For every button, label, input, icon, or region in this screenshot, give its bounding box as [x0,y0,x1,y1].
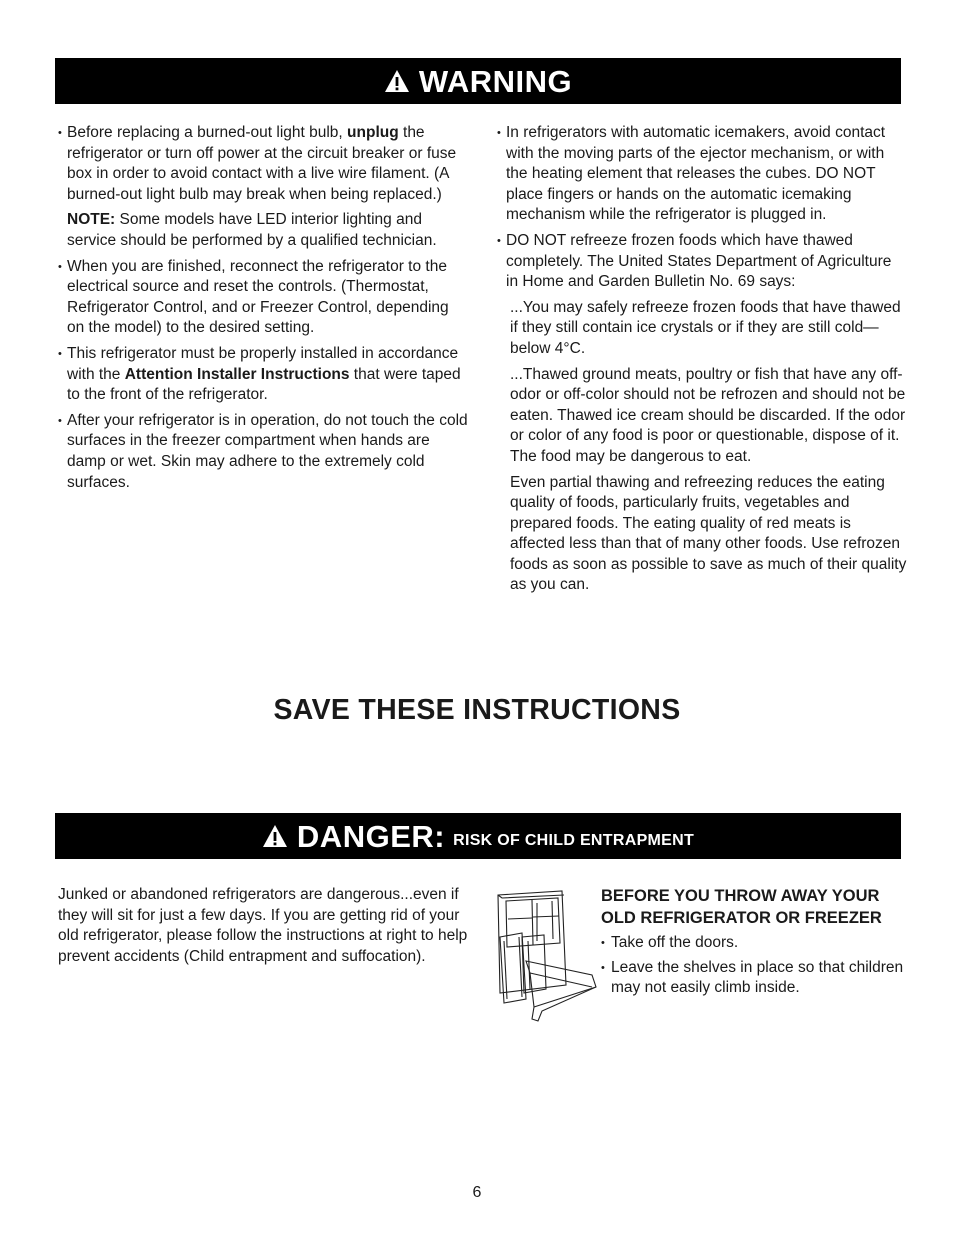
page-number: 6 [472,1184,482,1201]
warning-left-column [58,123,468,498]
eating-quality-paragraph: Even partial thawing and refreezing reduces the eating quality of foods, particularly fruits, vegetables and prepared foods. The eating quality of red meats is affected less than that of many other foods. Use refrozen foods as soon as possible to save as much of their quality as you can. [510,473,907,594]
warning-title: WARNING [418,63,573,99]
warning-triangle-icon [262,824,288,848]
save-instructions-heading: SAVE THESE INSTRUCTIONS [273,694,681,726]
disposal-heading: BEFORE YOU THROW AWAY YOUR OLD REFRIGERATOR OR FREEZER [601,887,882,927]
usda-quote-1: ...You may safely refreeze frozen foods that have thawed if they still contain ice crystals or if they are still cold—below 4°C. [510,298,901,357]
warning-triangle-icon [384,69,410,93]
disposal-instructions [601,886,911,1003]
warning-item-reconnect: • When you are finished, reconnect the refrigerator to the electrical source and reset the controls. (Thermostat, Refrigerator Control, and or Freezer Control, depending on the model) to the desired setting. [58,257,468,339]
disposal-item-shelves: • Leave the shelves in place so that children may not easily climb inside. [601,958,911,999]
warning-right-column [497,123,907,601]
disposal-item-doors: • Take off the doors. [601,933,911,954]
warning-banner [55,58,901,104]
danger-banner [55,813,901,859]
warning-item-installation: • This refrigerator must be properly installed in accordance with the Attention Installer Instructions that were taped to the front of the refrigerator. [58,344,468,406]
warning-note: NOTE: Some models have LED interior lighting and service should be performed by a qualified technician. [67,211,437,249]
warning-item-refreeze: • DO NOT refreeze frozen foods which have thawed completely. The United States Department of Agriculture in Home and Garden Bulletin No. 69 says: [497,231,907,293]
warning-item-icemaker: • In refrigerators with automatic icemakers, avoid contact with the moving parts of the ejector mechanism, or with the heating element that releases the cubes. DO NOT place fingers or hands on the automatic icemaking mechanism while the refrigerator is plugged in. [497,123,907,226]
danger-title: DANGER: [296,818,446,854]
warning-item-cold-surfaces: • After your refrigerator is in operation, do not touch the cold surfaces in the freezer compartment when hands are damp or wet. Skin may adhere to the extremely cold surfaces. [58,411,468,493]
usda-quote-2: ...Thawed ground meats, poultry or fish that have any off-odor or off-color should not be refrozen and should not be eaten. Thawed ice cream should be discarded. If the odor or color of any food is poor or questionable, dispose of it. The food may be dangerous to eat. [510,365,906,465]
warning-item-light-bulb: • Before replacing a burned-out light bulb, unplug the refrigerator or turn off power at the circuit breaker or fuse box in order to avoid contact with a live wire filament. (A burned-out light bulb may break when being replaced.) [58,123,468,205]
refrigerator-illustration [492,889,602,1023]
danger-subtitle: RISK OF CHILD ENTRAPMENT [453,832,695,849]
danger-intro-text: Junked or abandoned refrigerators are dangerous...even if they will sit for just a few days. If you are getting rid of your old refrigerator, please follow the instructions at right to help prevent accidents (Child entrapment and suffocation). [58,886,468,965]
